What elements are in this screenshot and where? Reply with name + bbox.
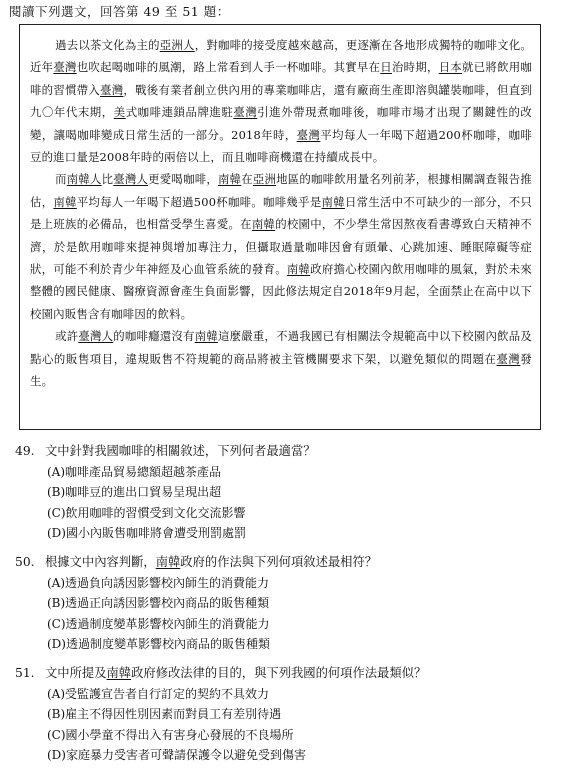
option-a[interactable]: (A)透過負向誘因影響校內師生的消費能力 <box>47 575 270 590</box>
underlined-proper-noun: 南韓 <box>217 172 242 187</box>
question-stem <box>45 444 316 458</box>
underlined-proper-noun: 臺灣 <box>233 105 258 120</box>
text-run: 平均每人一年喝下超過500杯咖啡。咖啡幾乎是 <box>76 194 322 209</box>
text-run: 或許 <box>55 329 79 344</box>
underlined-proper-noun: 南韓人 <box>66 172 102 187</box>
text-run: 治時期， <box>391 60 439 75</box>
passage-paragraph <box>30 168 532 325</box>
underlined-proper-noun: 臺灣人 <box>113 172 149 187</box>
option-d[interactable]: (D)國小內販售咖啡將會遭受刑罰處罰 <box>47 526 246 540</box>
option-a[interactable]: (A)受監護宣告者自行訂定的契約不具效力 <box>47 686 270 701</box>
question-stem <box>45 666 426 680</box>
underlined-proper-noun: 日本 <box>438 60 463 75</box>
option-b[interactable]: (B)咖啡豆的進出口貿易呈現出超 <box>47 485 222 499</box>
option-d[interactable]: (D)家庭暴力受害者可聲請保護令以避免受到傷害 <box>47 748 306 762</box>
text-run: 在 <box>241 172 253 187</box>
option-c[interactable]: (C)國小學童不得出入有害身心發展的不良場所 <box>47 727 294 742</box>
underlined-proper-noun: 臺灣 <box>496 351 521 366</box>
underlined-proper-noun: 亞洲人 <box>159 38 195 52</box>
question-stem <box>45 555 377 569</box>
underlined-proper-noun: 臺灣 <box>296 127 321 142</box>
passage-paragraph <box>30 34 532 168</box>
text-run: 政府修改法律的目的，與下列我國的何項作法最類似？ <box>131 666 427 680</box>
text-run: 的咖啡癮還沒有 <box>113 329 195 344</box>
underlined-proper-noun: 日 <box>380 60 392 75</box>
text-run: 文中針對我國咖啡的相關敘述，下列何者最適當？ <box>45 444 316 458</box>
underlined-proper-noun: 南韓 <box>106 666 132 680</box>
text-run: 的校園中，不少學生常因熬夜看書導致白天精神不濟，於是飲用咖啡來提神與增加專注力，但攝取過量咖啡因會有頭暈、心跳加速、睡眠障礙等症狀，可能不利於青少年神經及心血管系統的發育。 <box>30 217 532 277</box>
underlined-proper-noun: 南韓 <box>251 217 276 232</box>
underlined-proper-noun: 南韓 <box>155 555 181 569</box>
text-run: ，對咖啡的接受度越來越高，更逐漸在各地形成獨特的咖啡文化。近年 <box>30 38 532 75</box>
text-run: 比 <box>101 172 114 187</box>
option-c[interactable]: (C)透過制度變革影響校內師生的消費能力 <box>47 616 270 631</box>
question-number: 50. <box>15 555 35 569</box>
option-b[interactable]: (B)透過正向誘因影響校內商品的販售種類 <box>47 596 270 610</box>
option-b[interactable]: (B)雇主不得因性別因素而對員工有差別待遇 <box>47 707 282 721</box>
question-number: 51. <box>15 666 35 680</box>
text-run: 平均每人一年喝下超過200杯咖啡，咖啡豆的進口量是2008年時的兩倍以上，而且咖啡商機還在持續成長中。 <box>30 127 532 165</box>
text-run: 根據文中內容判斷， <box>45 555 156 569</box>
reading-instruction: 閱讀下列選文，回答第 49 至 51 題： <box>9 4 230 19</box>
question-49 <box>15 441 316 544</box>
text-run: ，戰後有業者創立供內用的專業咖啡店，還有廠商生產即溶與罐裝咖啡，但直到九〇年代末期， <box>30 82 532 120</box>
text-run: 也吹起喝咖啡的風潮，路上常看到人手一杯咖啡。其實早在 <box>76 60 381 75</box>
text-run: 文中所提及 <box>45 666 107 680</box>
text-run: 式咖啡連鎖品牌進駐 <box>125 105 234 120</box>
passage-paragraph <box>30 325 532 392</box>
underlined-proper-noun: 臺灣 <box>53 60 77 75</box>
option-a[interactable]: (A)咖啡產品貿易總額超越茶產品 <box>47 464 222 479</box>
question-51 <box>15 663 426 766</box>
underlined-proper-noun: 南韓 <box>194 329 218 344</box>
text-run: 日常生活中不可缺少的一部分，不只是上班族的必備品，也相當受學生喜愛。在 <box>30 194 533 232</box>
text-run: 這麼嚴重，不過我國已有相關法令規範高中以下校園內飲品及點心的販售項目，違規販售不符規範的商品將被主管機關要求下架，以避免類似的問題在 <box>30 329 532 366</box>
text-run: 就已將飲用咖啡的習慣帶入 <box>30 60 533 97</box>
text-run: 更愛喝咖啡， <box>148 172 218 187</box>
text-run: 引進外帶現煮咖啡後，咖啡市場才出現了關鍵性的改變，讓喝咖啡變成日常生活的一部分。2018年時， <box>30 105 532 142</box>
text-run: 過去以茶文化為主的 <box>55 38 160 52</box>
passage-box <box>19 24 541 430</box>
option-c[interactable]: (C)飲用咖啡的習慣受到文化交流影響 <box>47 505 246 520</box>
text-run: 政府的作法與下列何項敘述最相符？ <box>180 555 378 569</box>
underlined-proper-noun: 亞洲 <box>252 172 277 187</box>
question-number: 49. <box>15 444 35 458</box>
underlined-proper-noun: 南韓 <box>53 194 77 209</box>
underlined-proper-noun: 美 <box>113 105 126 120</box>
underlined-proper-noun: 南韓 <box>321 194 345 209</box>
underlined-proper-noun: 南韓 <box>286 262 311 277</box>
text-run: 而 <box>55 172 67 187</box>
question-50 <box>15 552 377 655</box>
text-run: 發生。 <box>30 351 532 389</box>
option-d[interactable]: (D)透過制度變革影響校內商品的販售種類 <box>47 637 270 651</box>
underlined-proper-noun: 臺灣 <box>100 82 124 97</box>
text-run: 地區的咖啡飲用量名列前茅，根據相關調查報告推估， <box>30 172 533 209</box>
text-run: 政府擔心校園內飲用咖啡的風氣，對於未來整體的國民健康、醫療資源會產生負面影響，因此修法規定自2018年9月起，全面禁止在高中以下校園內販售含有咖啡因的飲料。 <box>30 262 532 321</box>
underlined-proper-noun: 臺灣人 <box>78 329 114 344</box>
